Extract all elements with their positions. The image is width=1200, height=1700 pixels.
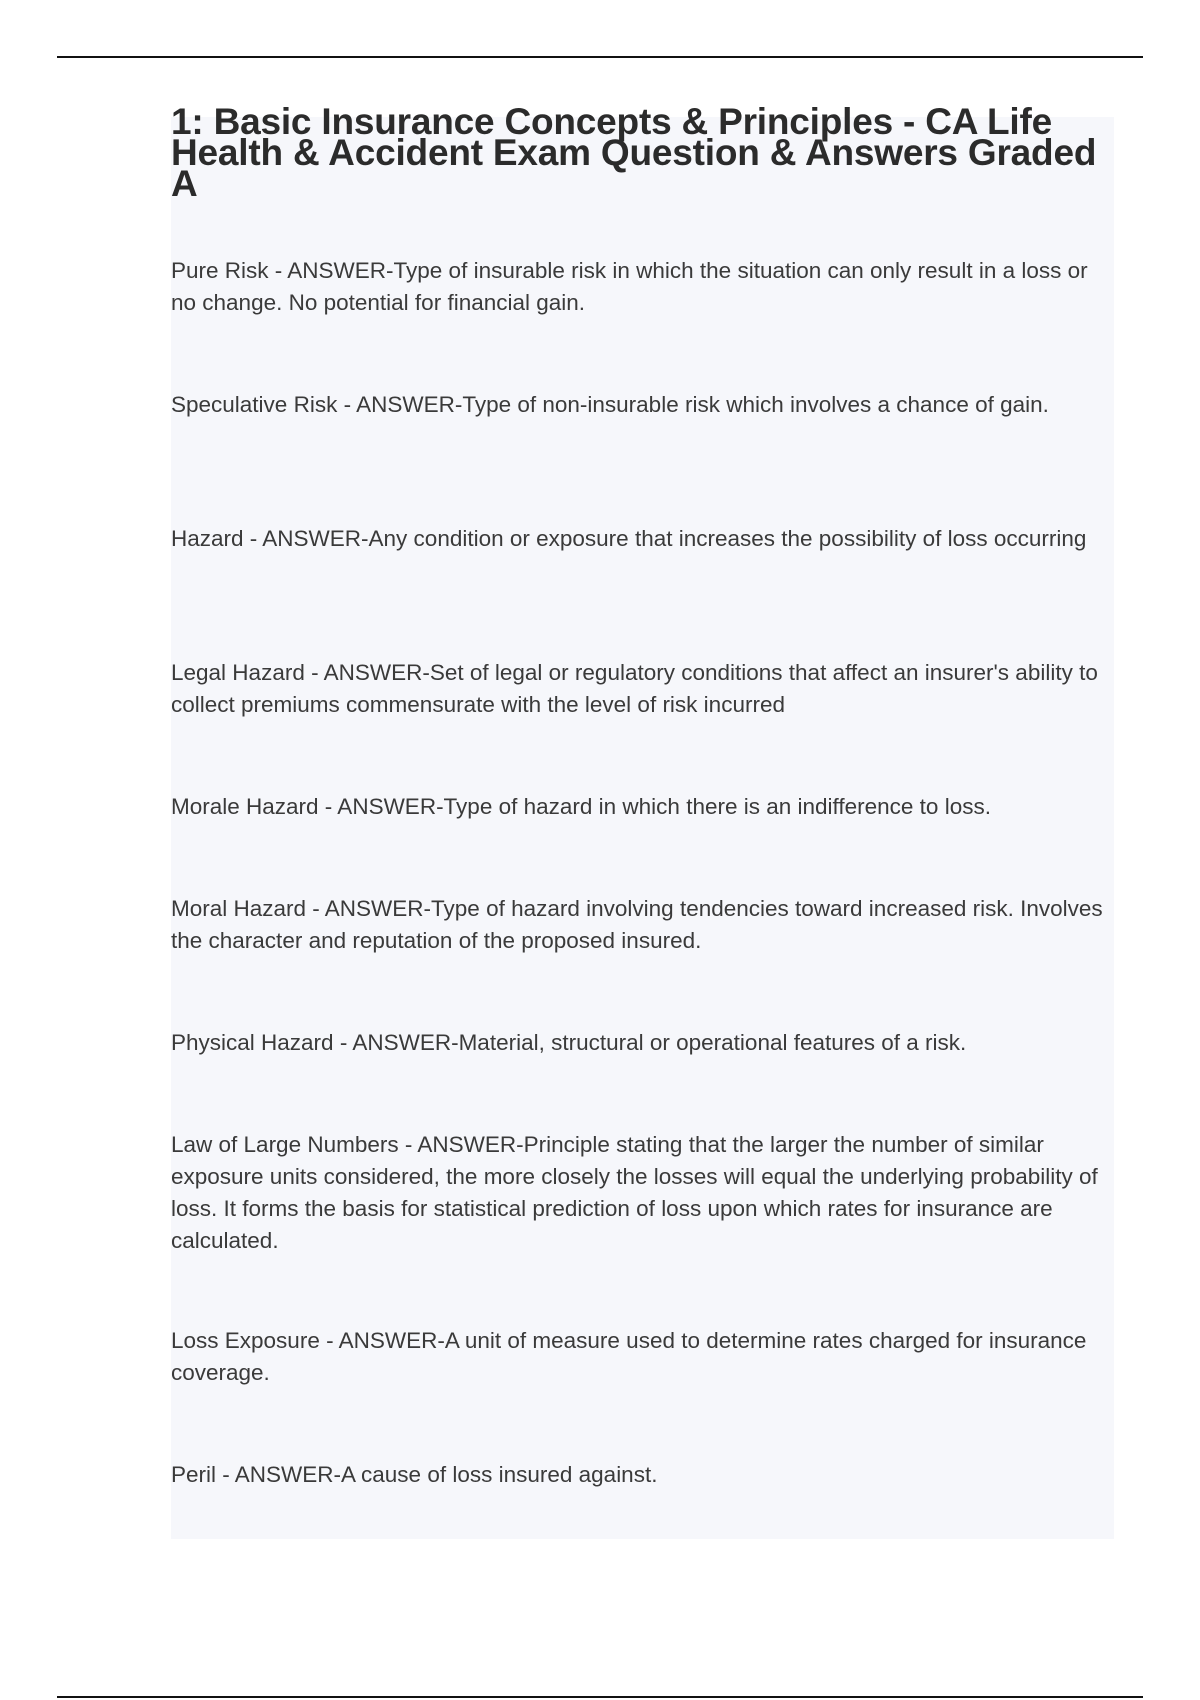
bottom-page-rule: [57, 1696, 1143, 1698]
qa-item-peril: Peril - ANSWER-A cause of loss insured against.: [171, 1462, 658, 1487]
top-page-rule: [57, 56, 1143, 58]
document-title: 1: Basic Insurance Concepts & Principles - CA Life Health & Accident Exam Question & Answers Graded A: [171, 101, 1097, 204]
qa-item-loss-exposure: Loss Exposure - ANSWER-A unit of measure used to determine rates charged for insurance coverage.: [171, 1328, 1087, 1385]
qa-item-law-of-large-numbers: Law of Large Numbers - ANSWER-Principle stating that the larger the number of similar exposure units considered, the more closely the losses will equal the underlying probability of loss. It forms the basis for statistical prediction of loss upon which rates for insurance are calculated.: [171, 1132, 1098, 1253]
qa-item-pure-risk: Pure Risk - ANSWER-Type of insurable risk in which the situation can only result in a loss or no change. No potential for financial gain.: [171, 258, 1088, 315]
qa-item-hazard: Hazard - ANSWER-Any condition or exposure that increases the possibility of loss occurring: [171, 526, 1087, 551]
qa-item-physical-hazard: Physical Hazard - ANSWER-Material, structural or operational features of a risk.: [171, 1030, 967, 1055]
qa-item-speculative-risk: Speculative Risk - ANSWER-Type of non-insurable risk which involves a chance of gain.: [171, 392, 1049, 417]
qa-item-legal-hazard: Legal Hazard - ANSWER-Set of legal or regulatory conditions that affect an insurer's ability to collect premiums commensurate with the level of risk incurred: [171, 660, 1098, 717]
qa-item-moral-hazard: Moral Hazard - ANSWER-Type of hazard involving tendencies toward increased risk. Involves the character and reputation of the proposed insured.: [171, 896, 1103, 953]
qa-item-morale-hazard: Morale Hazard - ANSWER-Type of hazard in which there is an indifference to loss.: [171, 794, 991, 819]
